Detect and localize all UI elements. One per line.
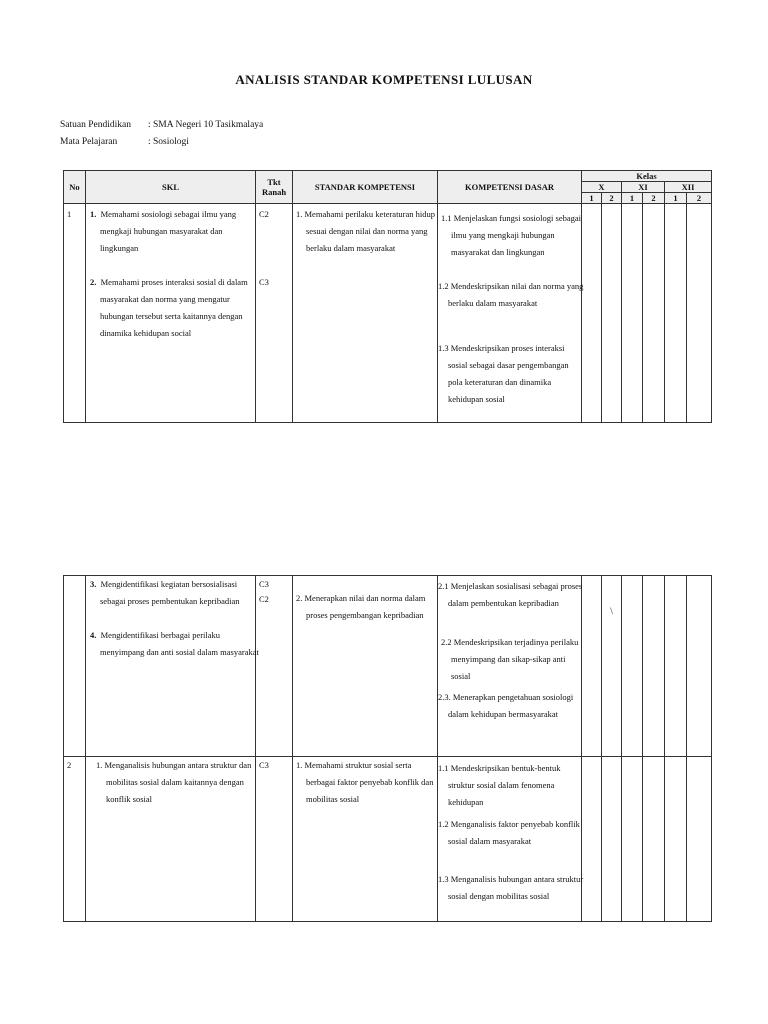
satuan-value: : SMA Negeri 10 Tasikmalaya <box>148 120 264 130</box>
kelas-cell <box>602 204 622 423</box>
header-skl: SKL <box>86 171 256 204</box>
sk-cell <box>293 576 438 757</box>
table-row <box>64 204 712 423</box>
skl-table-page1 <box>63 170 712 423</box>
header-xii-sem1: 1 <box>665 193 687 204</box>
sk-item: 1. Memahami perilaku keteraturan hidup sesuai dengan nilai dan norma yang berlaku dalam masyarakat <box>296 209 436 253</box>
row-no: 2 <box>64 757 86 922</box>
kelas-cell <box>622 576 643 757</box>
header-xi-sem2: 2 <box>643 193 665 204</box>
header-kompetensi-dasar: KOMPETENSI DASAR <box>438 171 582 204</box>
kd-item: 1.2 Menganalisis faktor penyebab konflik sosial dalam masyarakat <box>438 819 580 846</box>
kelas-cell <box>622 757 643 922</box>
row-no <box>64 576 86 757</box>
skl-item: 4. Mengidentifikasi berbagai perilaku menyimpang dan anti sosial dalam masyarakat <box>90 630 259 657</box>
sk-cell <box>293 757 438 922</box>
row-no: 1 <box>64 204 86 423</box>
tkt-cell: C3 C2 <box>256 576 293 757</box>
kelas-cell <box>622 204 643 423</box>
kd-item: 2.3. Menerapkan pengetahuan sosiologi dalam kehidupan bermasyarakat <box>438 692 574 719</box>
kd-item: 1.2 Mendeskripsikan nilai dan norma yang berlaku dalam masyarakat <box>438 281 584 308</box>
header-x-sem1: 1 <box>582 193 602 204</box>
tkt-cell: C3 <box>256 757 293 922</box>
tkt-cell: C2 C3 <box>256 204 293 423</box>
sk-item: 2. Menerapkan nilai dan norma dalam proses pengembangan kepribadian <box>296 593 426 620</box>
kelas-cell <box>665 757 687 922</box>
skl-cell <box>86 204 256 423</box>
skl-cell <box>86 757 256 922</box>
skl-table-page2 <box>63 575 712 922</box>
skl-item: 3. Mengidentifikasi kegiatan bersosialisasi sebagai proses pembentukan kepribadian <box>90 579 240 606</box>
meta-satuan <box>60 120 263 130</box>
header-xi-sem1: 1 <box>622 193 643 204</box>
kelas-cell <box>665 204 687 423</box>
kelas-cell <box>643 757 665 922</box>
header-tkt-ranah: Tkt Ranah <box>256 171 293 204</box>
kd-item: 1.3 Menganalisis hubungan antara struktur sosial dengan mobilitas sosial <box>438 874 584 901</box>
sk-item: 1. Memahami struktur sosial serta berbagai faktor penyebab konflik dan mobilitas sosial <box>296 760 434 804</box>
kd-item: 1.1 Menjelaskan fungsi sosiologi sebagai ilmu yang mengkaji hubungan masyarakat dan lingkungan <box>441 213 581 257</box>
skl-item: 1. Memahami sosiologi sebagai ilmu yang mengkaji hubungan masyarakat dan lingkungan <box>90 209 237 253</box>
kelas-cell <box>687 204 712 423</box>
sk-cell <box>293 204 438 423</box>
kelas-cell <box>643 204 665 423</box>
header-no: No <box>64 171 86 204</box>
table-row <box>64 576 712 757</box>
satuan-label: Satuan Pendidikan <box>60 120 131 130</box>
header-kelas-x: X <box>582 182 622 193</box>
skl-item: 1. Menganalisis hubungan antara struktur dan mobilitas sosial dalam kaitannya dengan konflik sosial <box>96 760 252 804</box>
header-standar-kompetensi: STANDAR KOMPETENSI <box>293 171 438 204</box>
mapel-label: Mata Pelajaran <box>60 137 118 147</box>
kelas-cell <box>687 757 712 922</box>
kelas-cell <box>687 576 712 757</box>
kelas-cell <box>643 576 665 757</box>
skl-item: 2. Memahami proses interaksi sosial di dalam masyarakat dan norma yang mengatur hubungan tersebut serta kaitannya dengan dinamika kehidupan social <box>90 277 248 338</box>
header-kelas-xii: XII <box>665 182 712 193</box>
kd-cell <box>438 204 582 423</box>
skl-cell <box>86 576 259 757</box>
kelas-cell <box>602 757 622 922</box>
table-row <box>64 757 712 922</box>
header-xii-sem2: 2 <box>687 193 712 204</box>
header-kelas: Kelas <box>582 171 712 182</box>
meta-mapel <box>60 137 189 147</box>
page-title: ANALISIS STANDAR KOMPETENSI LULUSAN <box>235 72 533 87</box>
kd-cell <box>438 576 582 757</box>
kd-item: 1.1 Mendeskripsikan bentuk-bentuk struktur sosial dalam fenomena kehidupan <box>438 763 561 807</box>
kelas-mark: \ <box>602 576 622 757</box>
header-kelas-xi: XI <box>622 182 665 193</box>
header-x-sem2: 2 <box>602 193 622 204</box>
kelas-cell <box>665 576 687 757</box>
kd-cell <box>438 757 582 922</box>
kd-item: 2.2 Mendeskripsikan terjadinya perilaku menyimpang dan sikap-sikap anti sosial <box>441 637 579 681</box>
kd-item: 1.3 Mendeskripsikan proses interaksi sosial sebagai dasar pengembangan pola keteraturan dan dinamika kehidupan sosial <box>438 343 569 404</box>
mapel-value: : Sosiologi <box>148 137 189 147</box>
kd-item: 2.1 Menjelaskan sosialisasi sebagai proses dalam pembentukan kepribadian <box>438 581 583 608</box>
